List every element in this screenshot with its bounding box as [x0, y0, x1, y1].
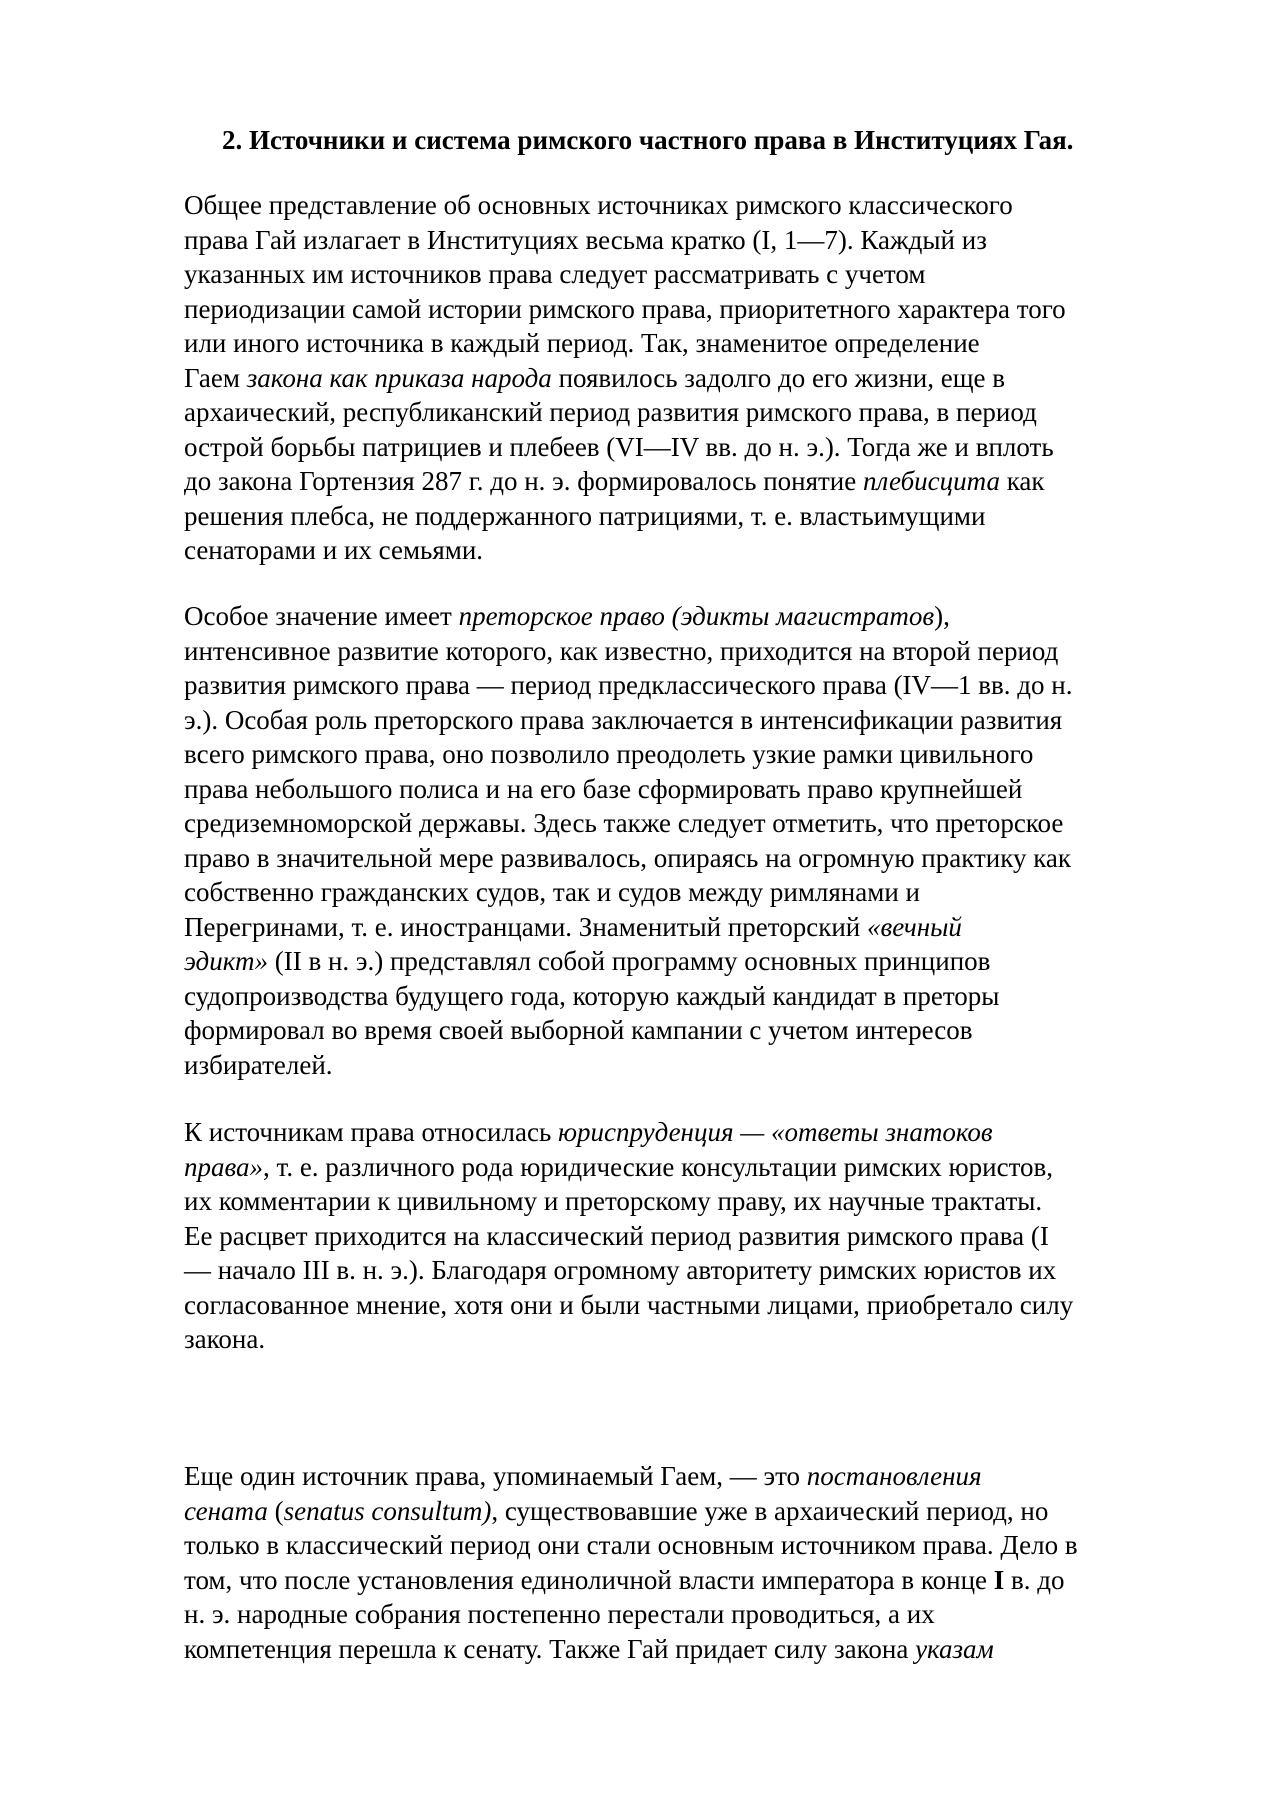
text-line: их комментарии к цивильному и преторскому праву, их научные трактаты.: [184, 1186, 1043, 1216]
text-line: архаический, республиканский период развития римского права, в период: [184, 397, 1037, 427]
text-line: интенсивное развитие которого, как известно, приходится на второй период: [184, 635, 1059, 666]
text-line: Особое значение имеет преторское право (эдикты магистратов),: [184, 601, 950, 631]
text-line: — начало III в. н. э.). Благодаря огромному авторитету римских юристов их: [184, 1255, 1057, 1285]
paragraph-jurisprudence: [184, 1115, 1194, 1357]
paragraph-praetorian-law: [184, 599, 1194, 1082]
text-line: острой борьбы патрициев и плебеев (VI—IV вв. до н. э.). Тогда же и вплоть: [184, 431, 1054, 462]
text-line: права небольшого полиса и на его базе сформировать право крупнейшей: [184, 773, 1023, 804]
text-line: или иного источника в каждый период. Так, знаменитое определение: [184, 328, 980, 358]
paragraph-sources-overview: [184, 188, 1194, 568]
text-line: решения плебса, не поддержанного патрициями, т. е. властьимущими: [184, 500, 986, 531]
text-line: права», т. е. различного рода юридические консультации римских юристов,: [184, 1151, 1054, 1182]
text-line: н. э. народные собрания постепенно перестали проводиться, а их: [184, 1599, 935, 1629]
text-line: периодизации самой истории римского права, приоритетного характера того: [184, 293, 1066, 324]
text-line: Общее представление об основных источниках римского классического: [184, 190, 1013, 220]
text-line: эдикт» (II в н. э.) представлял собой программу основных принципов: [184, 946, 991, 976]
text-line: компетенция перешла к сенату. Также Гай придает силу закона указам: [184, 1633, 994, 1664]
text-line: указанных им источников права следует рассматривать с учетом: [184, 259, 926, 289]
paragraph-senatus-consultum: [184, 1459, 1194, 1666]
text-line: закона.: [184, 1324, 266, 1354]
text-line: сената (senatus consultum), существовавшие уже в архаический период, но: [184, 1495, 1049, 1526]
text-line: Гаем закона как приказа народа появилось задолго до его жизни, еще в: [184, 362, 1006, 393]
text-line: формировал во время своей выборной кампании с учетом интересов: [184, 1015, 973, 1045]
text-line: К источникам права относилась юриспруденция — «ответы знатоков: [184, 1117, 993, 1147]
text-line: судопроизводства будущего года, которую каждый кандидат в преторы: [184, 980, 1000, 1011]
document-title: 2. Источники и система римского частного права в Институциях Гая.: [222, 125, 1074, 155]
text-line: сенаторами и их семьями.: [184, 535, 484, 565]
text-line: собственно гражданских судов, так и судов между римлянами и: [184, 877, 920, 907]
text-line: развития римского права — период предклассического права (IV—1 вв. до н.: [184, 670, 1073, 700]
text-line: только в классический период они стали основным источником права. Дело в: [184, 1530, 1078, 1560]
text-line: Ее расцвет приходится на классический период развития римского права (I: [184, 1220, 1049, 1251]
text-line: средиземноморской державы. Здесь также следует отметить, что преторское: [184, 808, 1064, 838]
text-line: э.). Особая роль преторского права заключается в интенсификации развития: [184, 704, 1063, 735]
text-line: до закона Гортензия 287 г. до н. э. формировалось понятие плебисцита как: [184, 466, 1045, 496]
text-line: Перегринами, т. е. иностранцами. Знаменитый преторский «вечный: [184, 911, 962, 942]
text-line: всего римского права, оно позволило преодолеть узкие рамки цивильного: [184, 739, 1034, 769]
text-line: согласованное мнение, хотя они и были частными лицами, приобретало силу: [184, 1289, 1074, 1320]
text-line: избирателей.: [184, 1049, 333, 1080]
text-line: право в значительной мере развивалось, опираясь на огромную практику как: [184, 842, 1072, 873]
text-line: Еще один источник права, упоминаемый Гаем, — это постановления: [184, 1461, 982, 1491]
text-line: права Гай излагает в Институциях весьма кратко (I, 1—7). Каждый из: [184, 224, 987, 255]
text-line: том, что после установления единоличной власти императора в конце I в. до: [184, 1564, 1065, 1595]
